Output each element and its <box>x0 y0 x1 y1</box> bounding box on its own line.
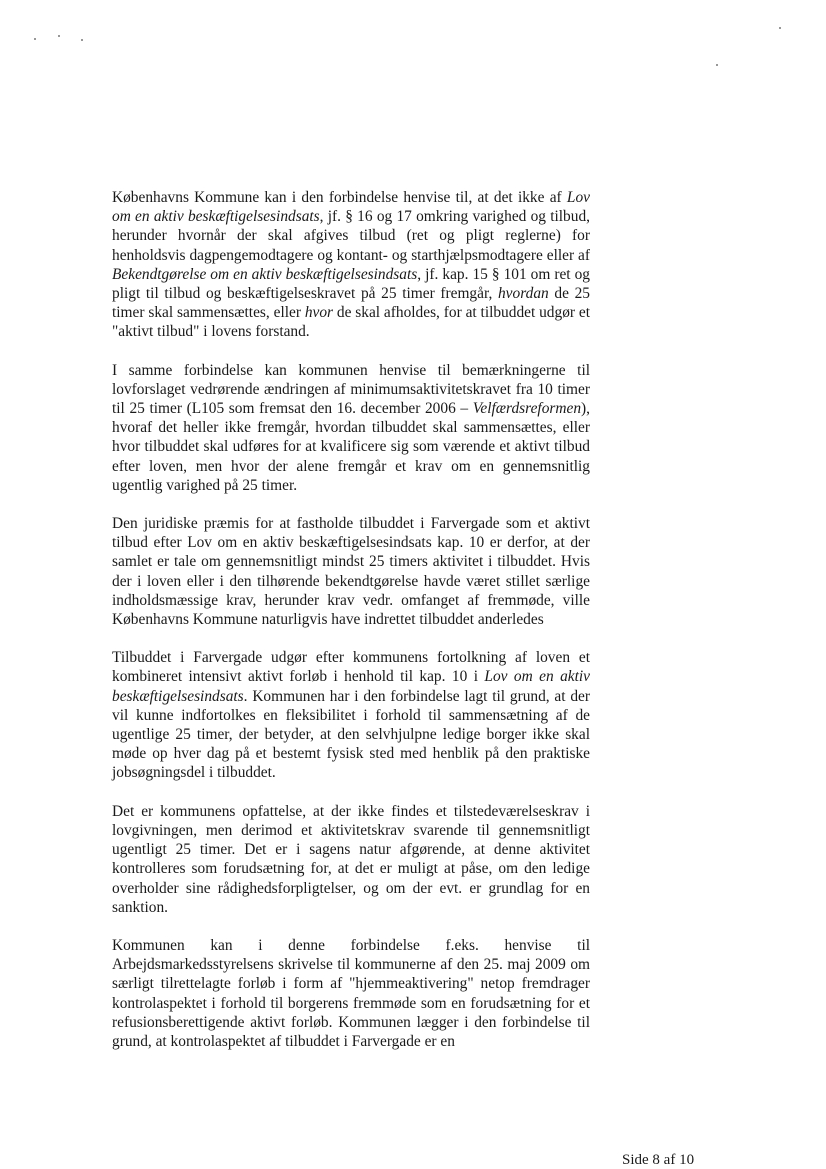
document-body <box>112 188 590 1051</box>
paragraph-text: ), hvoraf det heller ikke fremgår, hvordan tilbuddet skal sammensættes, eller hvor tilbuddet skal udføres for at kvalificere sig som værende et aktivt tilbud efter loven, men hvor der alene fremgår et krav om en gennemsnitlig ugentlig varighed på 25 timer. <box>112 400 590 494</box>
paragraph <box>112 802 590 917</box>
italic-text: Lov om en aktiv beskæftigelsesindsats <box>112 668 591 705</box>
scan-speck <box>81 39 83 41</box>
scan-speck <box>716 64 718 66</box>
paragraph-text: Den juridiske præmis for at fastholde tilbuddet i Farvergade som et aktivt tilbud efter Lov om en aktiv beskæftigelsesindsats kap. 10 er derfor, at der samlet er tale om gennemsnitligt mindst 25 timers aktivitet i tilbuddet. Hvis der i loven eller i den tilhørende bekendtgørelse havde været stillet særlige indholdsmæssige krav, herunder krav vedr. omfanget af fremmøde, ville Københavns Kommune naturligvis have indrettet tilbuddet anderledes <box>112 515 590 629</box>
paragraph-text: Det er kommunens opfattelse, at der ikke findes et tilstedeværelseskrav i lovgivningen, men derimod et aktivitetskrav svarende til gennemsnitligt ugentligt 25 timer. Det er i sagens natur afgørende, at denne aktivitet kontrolleres som forudsætning for, at det er muligt at påse, om den ledige overholder sine rådighedsforpligtelser, og om der evt. er grundlag for en sanktion. <box>112 802 590 916</box>
paragraph <box>112 188 590 342</box>
paragraph <box>112 648 590 782</box>
paragraph <box>112 361 590 495</box>
paragraph-text: Københavns Kommune kan i den forbindelse henvise til, at det ikke af <box>112 189 567 206</box>
italic-text: hvor <box>304 304 334 322</box>
scan-speck <box>779 27 781 29</box>
paragraph <box>112 936 590 1051</box>
italic-text: Lov om en aktiv beskæftigelsesindsats <box>112 189 590 226</box>
paragraph-text: de skal afholdes, for at tilbuddet udgør et "aktivt tilbud" i lovens forstand. <box>112 304 590 341</box>
paragraph-text: . Kommunen har i den forbindelse lagt til grund, at der vil kunne indfortolkes en fleksibilitet i forhold til sammensætning af de ugentlige 25 timer, der betyder, at den selvhjulpne ledige borger ikke skal møde op hver dag på et bestemt fysisk sted med henblik på den praktiske jobsøgningsdel i tilbuddet. <box>112 687 590 782</box>
paragraph-text: Kommunen kan i denne forbindelse f.eks. henvise til Arbejdsmarkedsstyrelsens skrivelse til kommunerne af den 25. maj 2009 om særligt tilrettelagte forløb i form af "hjemmeaktivering" netop fremdrager kontrolaspektet i forhold til borgerens fremmøde som en forudsætning for et refusionsberettigende aktivt forløb. Kommunen lægger i den forbindelse til grund, at kontrolaspektet af tilbuddet i Farvergade er en <box>112 936 590 1050</box>
paragraph-text: Tilbuddet i Farvergade udgør efter kommunens fortolkning af loven et kombineret intensivt aktivt forløb i henhold til kap. 10 i <box>112 649 590 686</box>
italic-text: hvordan <box>497 285 549 303</box>
scan-speck <box>34 38 36 40</box>
italic-text: Velfærdsreformen <box>472 400 582 418</box>
scan-speck <box>58 35 60 37</box>
italic-text: Bekendtgørelse om en aktiv beskæftigelsesindsats <box>112 265 418 283</box>
paragraph-text: I samme forbindelse kan kommunen henvise til bemærkningerne til lovforslaget vedrørende ændringen af minimumsaktivitetskravet fra 10 timer til 25 timer (L105 som fremsat den 16. december 2006 – <box>112 361 590 418</box>
paragraph <box>112 514 590 629</box>
paragraph-text: , jf. kap. 15 § 101 om ret og pligt til tilbud og beskæftigelseskravet på 25 timer fremgår, <box>112 265 590 303</box>
paragraph-text: , jf. § 16 og 17 omkring varighed og tilbud, herunder hvornår der skal afgives tilbud (ret og pligt reglerne) for henholdsvis dagpengemodtagere og kontant- og starthjælpsmodtagere eller af <box>112 208 590 264</box>
page-number: Side 8 af 10 <box>622 1152 695 1168</box>
paragraph-text: de 25 timer skal sammensættes, eller <box>112 285 590 322</box>
